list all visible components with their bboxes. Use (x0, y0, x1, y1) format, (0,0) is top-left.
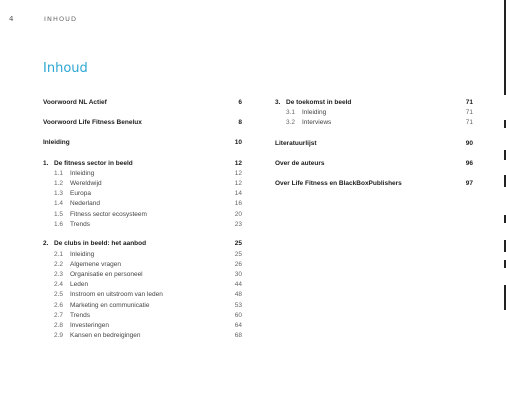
toc-entry-literatuurlijst[interactable] (275, 139, 473, 149)
toc-subentry[interactable] (43, 321, 242, 331)
toc-chapter-number: 1. (43, 159, 49, 167)
toc-subentry[interactable] (43, 260, 242, 270)
toc-subentry-page: 30 (234, 270, 242, 278)
toc-subentry-page: 20 (234, 210, 242, 218)
toc-subentry-number: 2.2 (54, 260, 64, 268)
toc-entry-page: 8 (238, 119, 242, 127)
toc-subentry[interactable] (43, 210, 242, 220)
toc-subentry-label: Organisatie en personeel (70, 270, 143, 278)
toc-subentry-page: 12 (234, 179, 242, 187)
toc-subentry[interactable] (43, 179, 242, 189)
toc-subentry-page: 44 (234, 281, 242, 289)
toc-entry-over-de-auteurs[interactable] (275, 159, 473, 169)
toc-chapter-page: 71 (465, 99, 473, 106)
toc-entry-voorwoord-life-fitness[interactable] (43, 118, 242, 128)
toc-entry-inleiding[interactable] (43, 138, 242, 148)
toc-chapter-label: De fitness sector in beeld (54, 159, 133, 167)
toc-entry-page: 90 (465, 139, 473, 147)
toc-subentry-label: Leden (70, 281, 89, 289)
toc-chapter-page: 25 (234, 240, 242, 248)
toc-entry-page: 6 (238, 99, 242, 106)
toc-subentry-label: Fitness sector ecosysteem (70, 210, 147, 218)
toc-subentry[interactable] (43, 189, 242, 199)
toc-chapter-label: De clubs in beeld: het aanbod (54, 240, 147, 248)
toc-subentry-page: 71 (465, 119, 473, 127)
toc-subentry-number: 2.7 (54, 311, 64, 319)
toc-subentry-number: 1.2 (54, 179, 64, 187)
toc-subentry-label: Investeringen (70, 321, 110, 329)
toc-subentry-page: 60 (234, 311, 242, 319)
toc-chapter-3[interactable] (275, 98, 473, 108)
toc-subentry-label: Trends (70, 220, 90, 228)
toc-entry-label: Literatuurlijst (275, 139, 317, 147)
toc-subentry-label: Marketing en communicatie (70, 301, 150, 309)
toc-subentry[interactable] (43, 280, 242, 290)
toc-title: Inhoud (43, 60, 88, 76)
toc-subentry[interactable] (43, 331, 242, 341)
toc-subentry-label: Algemene vragen (70, 260, 121, 268)
toc-entry-label: Over Life Fitness en BlackBoxPublishers (275, 179, 402, 187)
toc-subentry-number: 1.1 (54, 169, 64, 177)
toc-subentry-page: 68 (234, 332, 242, 340)
toc-subentry-page: 26 (234, 260, 242, 268)
toc-chapter-page: 12 (234, 159, 242, 167)
running-head: INHOUD (44, 15, 78, 23)
toc-subentry[interactable] (43, 270, 242, 280)
toc-subentry[interactable] (43, 311, 242, 321)
toc-subentry-number: 1.6 (54, 220, 64, 228)
toc-subentry[interactable] (43, 169, 242, 179)
toc-entry-label: Over de auteurs (275, 159, 325, 167)
toc-subentry-number: 1.4 (54, 200, 64, 208)
toc-subentry[interactable] (43, 301, 242, 311)
toc-subentry-label: Europa (70, 190, 91, 198)
toc-subentry-number: 2.9 (54, 332, 64, 340)
toc-subentry-page: 16 (234, 200, 242, 208)
toc-subentry-page: 25 (234, 250, 242, 258)
toc-subentry-page: 23 (234, 220, 242, 228)
toc-entry-page: 10 (234, 139, 242, 147)
toc-subentry[interactable] (43, 220, 242, 230)
toc-entry-page: 97 (465, 179, 473, 187)
toc-left-column (43, 98, 242, 341)
toc-subentry-page: 53 (234, 301, 242, 309)
toc-subentry-number: 2.8 (54, 321, 64, 329)
toc-subentry-number: 2.5 (54, 291, 64, 299)
toc-subentry-page: 48 (234, 291, 242, 299)
toc-subentry-page: 71 (465, 109, 473, 117)
toc-subentry-number: 2.6 (54, 301, 64, 309)
toc-subentry-label: Kansen en bedreigingen (70, 332, 141, 340)
toc-subentry[interactable] (43, 199, 242, 209)
toc-chapter-number: 3. (275, 99, 281, 106)
toc-subentry-number: 1.5 (54, 210, 64, 218)
toc-subentry[interactable] (43, 290, 242, 300)
toc-chapter-2[interactable] (43, 239, 242, 249)
toc-subentry-number: 1.3 (54, 190, 64, 198)
toc-entry-voorwoord-nl[interactable] (43, 98, 242, 108)
toc-subentry-label: Inleiding (70, 250, 95, 258)
toc-subentry-label: Inleiding (70, 169, 95, 177)
toc-entry-label: Voorwoord NL Actief (43, 99, 107, 106)
toc-chapter-label: De toekomst in beeld (286, 99, 352, 106)
toc-subentry-number: 2.4 (54, 281, 64, 289)
toc-subentry[interactable] (275, 108, 473, 118)
page-number: 4 (9, 15, 14, 23)
toc-chapter-1[interactable] (43, 159, 242, 169)
toc-subentry-label: Wereldwijd (70, 179, 102, 187)
toc-entry-label: Voorwoord Life Fitness Benelux (43, 119, 142, 127)
toc-subentry-label: Trends (70, 311, 90, 319)
toc-subentry-number: 3.2 (286, 119, 296, 127)
toc-subentry[interactable] (275, 118, 473, 128)
toc-subentry-label: Nederland (70, 200, 100, 208)
toc-chapter-number: 2. (43, 240, 49, 248)
toc-entry-over-life-fitness[interactable] (275, 179, 473, 189)
toc-subentry-page: 14 (234, 190, 242, 198)
toc-subentry-label: Inleiding (302, 109, 327, 117)
toc-subentry-number: 3.1 (286, 109, 296, 117)
toc-subentry-page: 12 (234, 169, 242, 177)
toc-entry-label: Inleiding (43, 139, 70, 147)
toc-subentry-page: 64 (234, 321, 242, 329)
toc-subentry-number: 2.3 (54, 270, 64, 278)
toc-subentry[interactable] (43, 250, 242, 260)
toc-right-column (275, 98, 473, 189)
toc-subentry-number: 2.1 (54, 250, 64, 258)
toc-subentry-label: Interviews (302, 119, 332, 127)
toc-entry-page: 96 (465, 159, 473, 167)
toc-subentry-label: Instroom en uitstroom van leden (70, 291, 163, 299)
